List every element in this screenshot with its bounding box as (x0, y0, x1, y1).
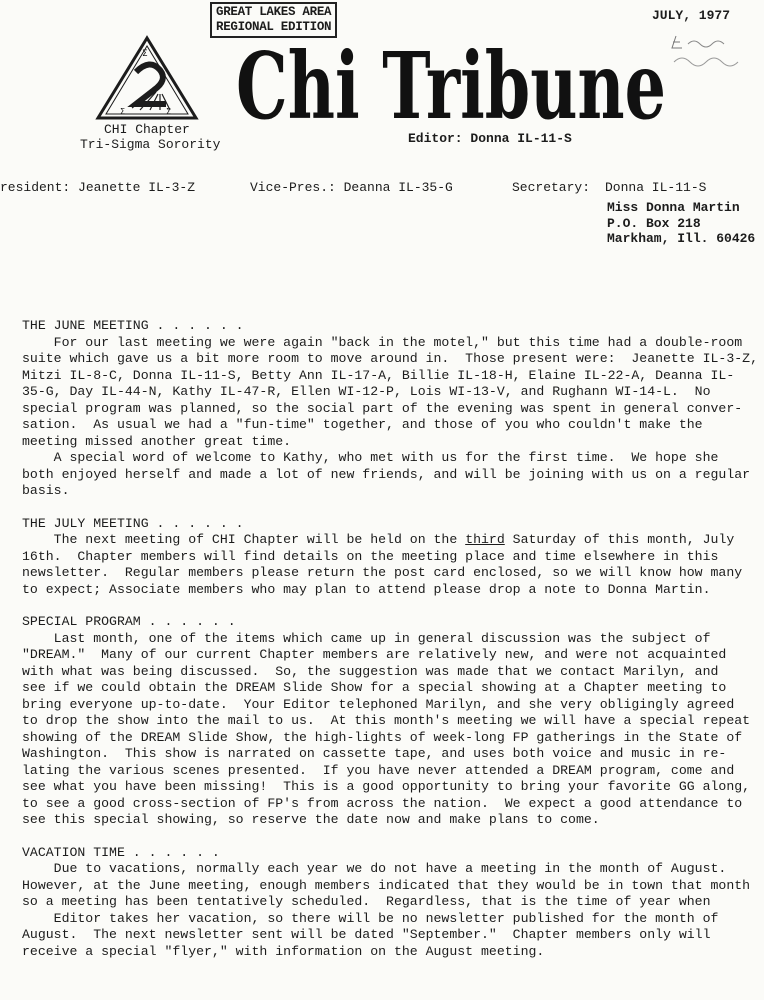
paragraph-line: For our last meeting we were again "back in the motel," but this time had a double-room (22, 334, 743, 350)
vacation-time-section (22, 845, 752, 961)
address-line: P.O. Box 218 (607, 215, 701, 231)
paragraph-line: suite which gave us a bit more room to move around in. Those present were: Jeanette IL-3-Z, (22, 351, 758, 366)
paragraph-line: see what you have been missing! This is a good opportunity to bring your favorite GG along, (22, 779, 751, 794)
vice-president-officer: Vice-Pres.: Deanna IL-35-G (250, 180, 453, 195)
paragraph-line: August. The next newsletter sent will be dated "September." Chapter members only will (22, 927, 711, 942)
paragraph-line: to drop the show into the mail to us. At this month's meeting we will have a special repeat (22, 713, 751, 728)
paragraph-line: 35-G, Day IL-44-N, Kathy IL-47-R, Ellen WI-12-P, Lois WI-13-V, and Rughann WI-14-L. No (22, 384, 711, 399)
secretary-label: Secretary: (512, 180, 591, 195)
paragraph-line: Due to vacations, normally each year we do not have a meeting in the month of August. (22, 861, 727, 876)
edition-line: REGIONAL EDITION (216, 20, 332, 34)
paragraph-line: lating the various scenes presented. If you have never attended a DREAM program, come and (22, 762, 735, 778)
issue-date: JULY, 1977 (652, 8, 731, 23)
june-meeting-section (22, 318, 758, 500)
edition-line: GREAT LAKES AREA (216, 5, 332, 19)
editor-credit: Editor: Donna IL-11-S (408, 131, 572, 146)
svg-text:Σ: Σ (120, 107, 126, 116)
svg-text:Σ: Σ (142, 49, 148, 59)
section-heading: SPECIAL PROGRAM . . . . . . (22, 614, 236, 629)
paragraph-line: Mitzi IL-8-C, Donna IL-11-S, Betty Ann IL-17-A, Billie IL-18-H, Elaine IL-22-A, Deanna IL- (22, 367, 735, 383)
address-line: Markham, Ill. 60426 (607, 231, 756, 246)
secretary-officer: Donna IL-11-S (605, 180, 707, 195)
section-heading: THE JUNE MEETING . . . . . . (22, 318, 244, 333)
handwritten-annotation (668, 30, 748, 70)
newsletter-title (232, 22, 672, 132)
tri-sigma-triangle-logo-icon (92, 34, 202, 124)
paragraph-line: with what was being discussed. So, the suggestion was made that we contact Marilyn, and (22, 663, 719, 679)
svg-text:Σ: Σ (166, 107, 172, 116)
paragraph-line: 16th. Chapter members will find details on the meeting place and time elsewhere in this (22, 548, 719, 564)
chapter-name: CHI Chapter (104, 122, 190, 137)
newsletter-title-text: Chi Tribune (236, 32, 666, 132)
paragraph-line: showing of the DREAM Slide Show, the high-lights of week-long FP gatherings in the State of (22, 729, 743, 745)
section-heading: VACATION TIME . . . . . . (22, 844, 220, 860)
paragraph-line: newsletter. Regular members please return the post card enclosed, so we will know how many (22, 565, 743, 580)
july-meeting-section (22, 516, 752, 599)
paragraph-line: "DREAM." Many of our current Chapter members are relatively new, and were not acquainted (22, 647, 727, 662)
paragraph-line: However, at the June meeting, enough members indicated that they would be in town that month (22, 877, 751, 893)
special-program-section (22, 614, 752, 829)
section-heading: THE JULY MEETING . . . . . . (22, 515, 244, 531)
address-line: Miss Donna Martin (607, 200, 740, 215)
sorority-name: Tri-Sigma Sorority (80, 137, 221, 152)
paragraph-line: sation. As usual we had a "fun-time" together, and those of you who couldn't make the (22, 417, 703, 432)
paragraph-line: Editor takes her vacation, so there will be no newsletter published for the month of (22, 910, 719, 926)
mailing-address (607, 200, 755, 247)
paragraph-line: to see a good cross-section of FP's from across the nation. We expect a good attendance to (22, 795, 743, 811)
paragraph-line: A special word of welcome to Kathy, who met with us for the first time. We hope she (22, 450, 719, 465)
paragraph-line: both enjoyed herself and made a lot of new friends, and will be joining with us on a regular (22, 466, 751, 482)
newsletter-body (22, 318, 758, 976)
paragraph-line: special program was planned, so the social part of the evening was spent in general conver- (22, 400, 743, 416)
paragraph-line: meeting missed another great time. (22, 433, 292, 449)
underlined-word: third (465, 532, 505, 547)
officers-line (0, 180, 764, 198)
paragraph-line: see if we could obtain the DREAM Slide Show for a special showing at a Chapter meeting to (22, 680, 727, 695)
paragraph-line: see this special showing, so reserve the date now and make plans to come. (22, 812, 600, 827)
paragraph-line (22, 532, 752, 549)
paragraph-line: Washington. This show is narrated on cassette tape, and uses both voice and music in re- (22, 746, 727, 761)
paragraph-line: so a meeting has been tentatively scheduled. Regardless, that is the time of year when (22, 894, 711, 909)
president-officer: resident: Jeanette IL-3-Z (0, 180, 196, 195)
paragraph-line: to expect; Associate members who may plan to attend please drop a note to Donna Martin. (22, 581, 711, 597)
paragraph-line: Last month, one of the items which came up in general discussion was the subject of (22, 630, 711, 646)
line-text: The next meeting of CHI Chapter will be held on the (22, 532, 466, 547)
paragraph-line: receive a special "flyer," with information on the August meeting. (22, 943, 545, 959)
line-text: Saturday of this month, July (504, 532, 735, 547)
paragraph-line: bring everyone up-to-date. Your Editor telephoned Marilyn, and she very obligingly agreed (22, 696, 735, 712)
paragraph-line: basis. (22, 483, 70, 498)
